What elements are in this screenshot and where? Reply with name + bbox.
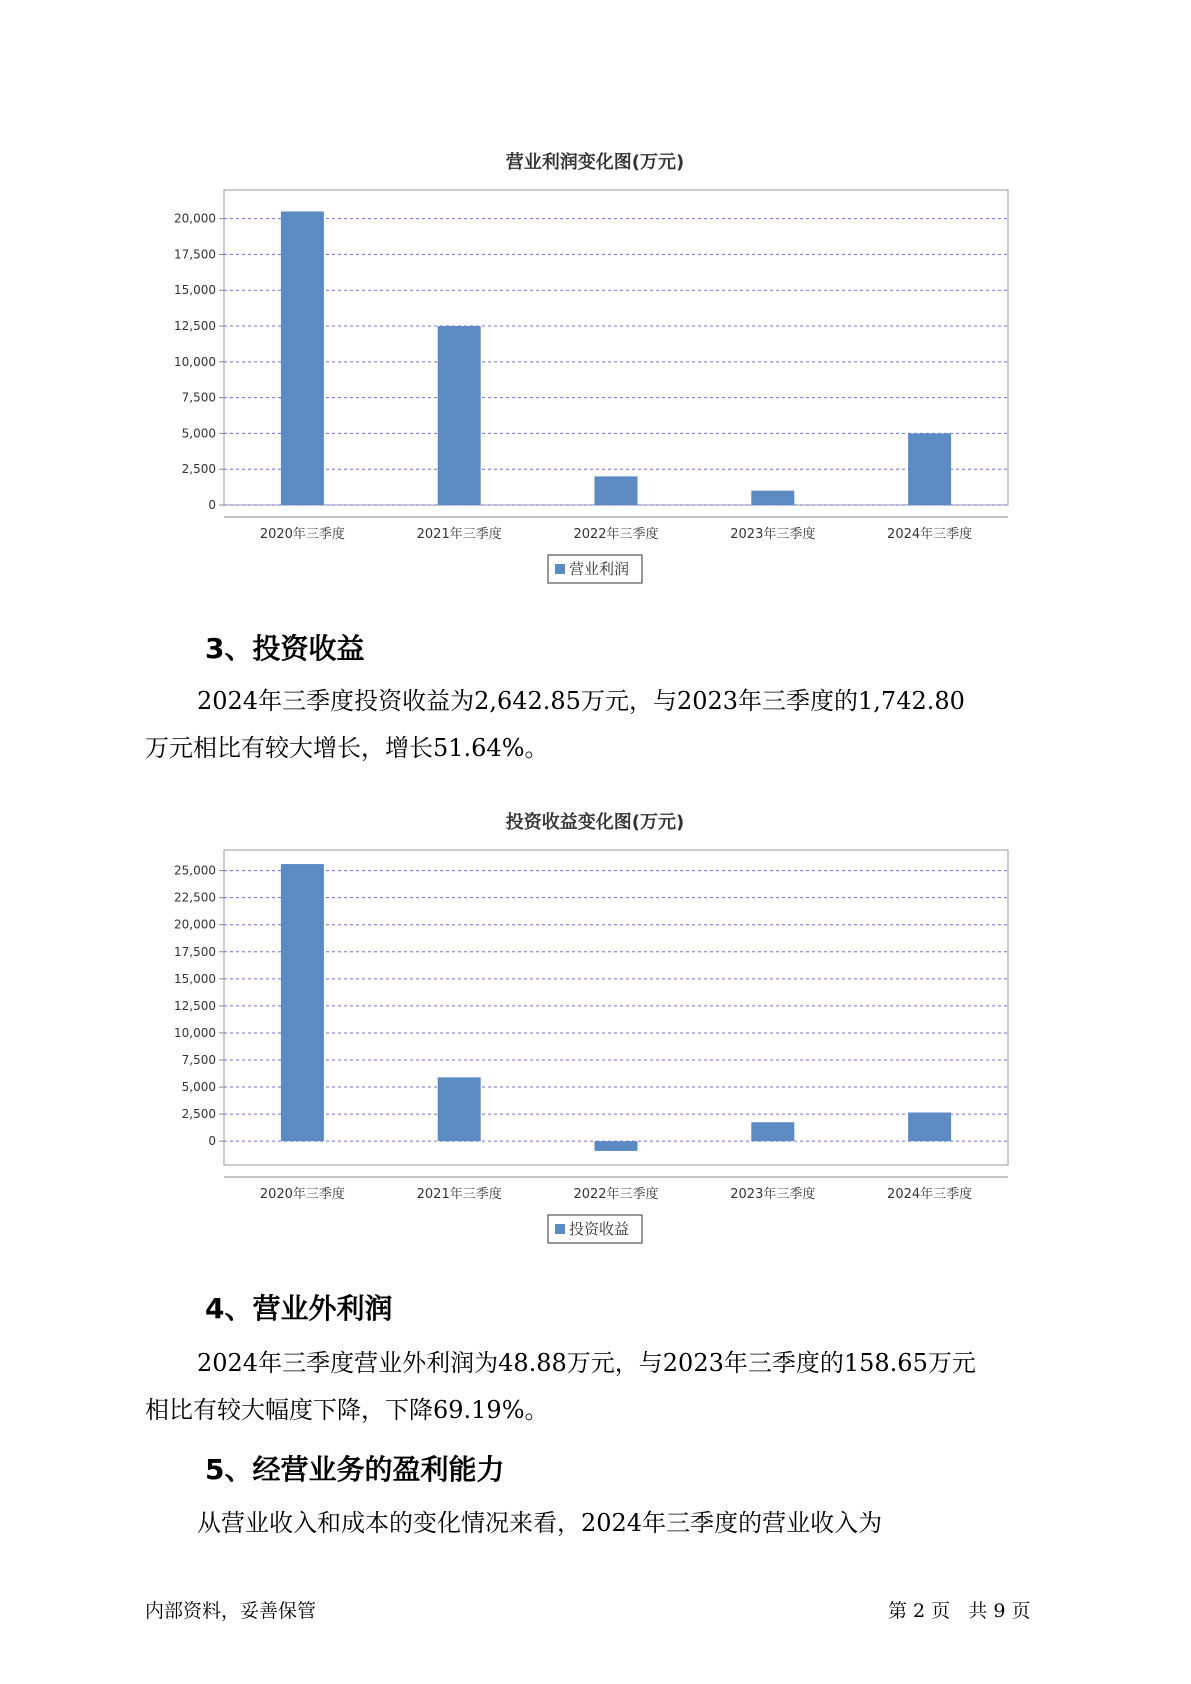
chart-title: 营业利润变化图(万元) [505,152,685,173]
bar-2 [438,326,481,505]
para-non-operating-profit [145,1340,1065,1434]
x-tick-label: 2022年三季度 [573,1187,659,1202]
legend-label: 营业利润 [569,560,630,578]
y-tick-label: 20,000 [174,211,216,226]
heading-profitability: 5、经营业务的盈利能力 [205,1453,505,1486]
y-tick-label: 7,500 [181,390,216,405]
y-tick-label: 17,500 [174,944,216,959]
y-tick-label: 25,000 [174,863,216,878]
operating-profit-bar-chart [0,130,1191,590]
legend-swatch [555,564,565,574]
bar-2 [438,1077,481,1141]
bar-4 [751,491,794,505]
bar-4 [751,1122,794,1141]
x-tick-label: 2023年三季度 [730,527,816,542]
bar-3 [595,1141,638,1151]
x-tick-label: 2021年三季度 [416,1187,502,1202]
x-tick-label: 2024年三季度 [887,1187,973,1202]
chart-title: 投资收益变化图(万元) [505,812,685,833]
x-tick-label: 2024年三季度 [887,527,973,542]
y-tick-label: 10,000 [174,354,216,369]
y-tick-label: 12,500 [174,319,216,334]
x-tick-label: 2021年三季度 [416,527,502,542]
legend-label: 投资收益 [569,1220,630,1238]
footer-page-number: 第 2 页 共 9 页 [888,1600,1031,1622]
para-investment-income [145,678,1065,772]
legend-swatch [555,1224,565,1234]
y-tick-label: 22,500 [174,890,216,905]
y-tick-label: 15,000 [174,971,216,986]
bar-5 [908,433,951,505]
investment-income-bar-chart [0,790,1191,1250]
plot-area [224,190,1008,505]
chart-operating-profit [0,130,1191,590]
y-tick-label: 0 [208,1134,216,1149]
chart-investment-income [0,790,1191,1250]
para-profitability [145,1500,1065,1547]
x-tick-label: 2022年三季度 [573,527,659,542]
y-tick-label: 2,500 [181,462,216,477]
x-tick-label: 2023年三季度 [730,1187,816,1202]
bar-3 [595,476,638,505]
x-tick-label: 2020年三季度 [259,527,345,542]
para-line: 从营业收入和成本的变化情况来看，2024年三季度的营业收入为 [197,1509,883,1537]
y-tick-label: 0 [208,498,216,512]
heading-investment-income: 3、投资收益 [205,632,365,665]
y-tick-label: 5,000 [181,1080,216,1095]
para-line: 相比有较大幅度下降，下降69.19%。 [145,1396,549,1424]
y-tick-label: 17,500 [174,247,216,262]
para-line: 万元相比有较大增长，增长51.64%。 [145,734,549,762]
footer-left: 内部资料，妥善保管 [145,1600,317,1622]
y-tick-label: 10,000 [174,1025,216,1040]
y-tick-label: 15,000 [174,283,216,298]
y-tick-label: 12,500 [174,998,216,1013]
para-line: 2024年三季度营业外利润为48.88万元，与2023年三季度的158.65万元 [197,1349,976,1377]
y-tick-label: 5,000 [181,426,216,441]
y-tick-label: 2,500 [181,1107,216,1122]
heading-non-operating-profit: 4、营业外利润 [205,1292,393,1325]
x-tick-label: 2020年三季度 [259,1187,345,1202]
y-tick-label: 20,000 [174,917,216,932]
bar-1 [281,211,324,505]
y-tick-label: 7,500 [181,1053,216,1067]
bar-1 [281,864,324,1141]
para-line: 2024年三季度投资收益为2,642.85万元，与2023年三季度的1,742.80 [197,687,965,715]
bar-5 [908,1113,951,1142]
